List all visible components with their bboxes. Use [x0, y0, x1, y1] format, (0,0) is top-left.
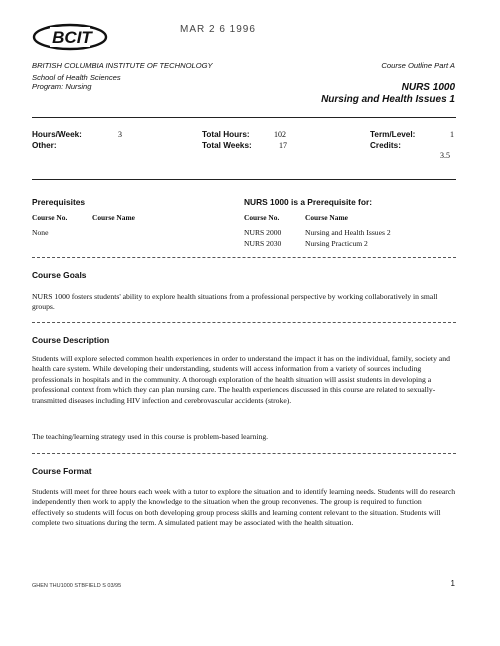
total-hours-label: Total Hours: — [202, 130, 250, 139]
prereq-for-row-name: Nursing and Health Issues 2 — [305, 228, 391, 237]
prereq-for-col-name: Course Name — [305, 213, 348, 222]
prereq-for-row-no: NURS 2000 — [244, 228, 282, 237]
prereq-for-row-name: Nursing Practicum 2 — [305, 239, 368, 248]
school-block — [32, 73, 121, 91]
goals-divider — [32, 322, 456, 323]
total-hours-value: 102 — [274, 130, 286, 139]
prereq-for-col-no: Course No. — [244, 213, 280, 222]
description-strategy: The teaching/learning strategy used in this course is problem-based learning. — [32, 432, 269, 441]
description-paragraph: Students will explore selected common health experiences in order to understand the impact it has on the individual, family, society and health care system. While developing their understanding, students will access information from a variety of sources including professionals in hospitals and in the community. A thorough exploration of the health situation will assist students in developing a professional context from which they can plan nursing care. The health experiences discussed in this course are related to sexually-transmitted diseases including HIV infection and cerebrovascular accidents (stroke). — [32, 354, 450, 405]
format-text: Students will meet for three hours each week with a tutor to explore the situation and to identify learning needs. Students will do research independently then work to apply the knowledge to the situation when the group reconvenes. The group is required to function effectively so students will focus on both developing group process skills and learning content relevant to the situation. Students will complete two situations during the term. A simulated patient may be associated with the health situation. — [32, 487, 456, 528]
school-name: School of Health Sciences — [32, 73, 121, 82]
footer-file-ref: GHEN THU1000 STBFIELD S 03/95 — [32, 583, 122, 589]
hours-week-label: Hours/Week: — [32, 130, 82, 139]
program-name: Program: Nursing — [32, 82, 92, 91]
prereq-row: None — [32, 228, 49, 237]
course-code: NURS 1000 — [401, 82, 455, 93]
prerequisites-title: Prerequisites — [32, 197, 86, 207]
institute-name: BRITISH COLUMBIA INSTITUTE OF TECHNOLOGY — [32, 61, 213, 70]
term-level-value: 1 — [450, 130, 454, 139]
prereq-col-name: Course Name — [92, 213, 135, 222]
description-title: Course Description — [32, 335, 110, 345]
credits-value: 3.5 — [440, 151, 450, 160]
logo-text: BCIT — [52, 28, 92, 47]
goals-title: Course Goals — [32, 270, 87, 280]
details-divider — [32, 179, 456, 180]
outline-label: Course Outline Part A — [381, 61, 455, 70]
format-title: Course Format — [32, 466, 92, 476]
credits-label: Credits: — [370, 141, 401, 150]
total-weeks-value: 17 — [279, 141, 287, 150]
received-stamp: MAR 2 6 1996 — [180, 24, 256, 35]
goals-text: NURS 1000 fosters students' ability to explore health situations from a professional perspective by working collaboratively in small groups. — [32, 292, 438, 312]
prereq-for-row-no: NURS 2030 — [244, 239, 282, 248]
description-divider — [32, 453, 456, 454]
hours-week-value: 3 — [118, 130, 122, 139]
header-divider — [32, 117, 456, 118]
total-weeks-label: Total Weeks: — [202, 141, 252, 150]
course-title: Nursing and Health Issues 1 — [321, 94, 455, 105]
term-level-label: Term/Level: — [370, 130, 416, 139]
bcit-logo — [32, 20, 112, 52]
other-label: Other: — [32, 141, 57, 150]
prerequisite-for-title: NURS 1000 is a Prerequisite for: — [244, 197, 373, 207]
prereq-divider — [32, 257, 456, 258]
prereq-col-no: Course No. — [32, 213, 68, 222]
page-number: 1 — [450, 579, 455, 588]
